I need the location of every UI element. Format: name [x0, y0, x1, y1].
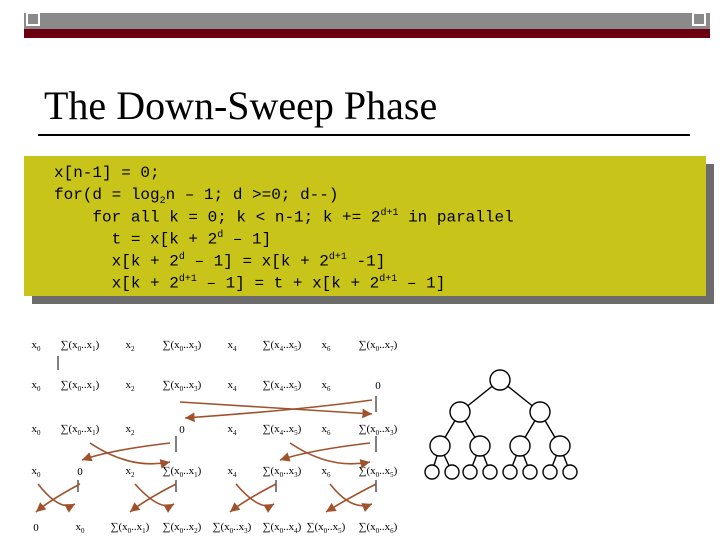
- table-cell: $\sum(x_4..x_5)$: [262, 338, 302, 354]
- table-cell: $x_6$: [321, 338, 331, 354]
- binary-tree-icon: [425, 370, 577, 479]
- code-line-4: $t = x[k + 2^d - 1]$: [54, 230, 272, 249]
- table-cell: $\sum(x_0..x_4)$: [262, 520, 302, 536]
- code-line-5: $x[k + 2^d - 1] = x[k + 2^{d+1}$ -1]: [54, 252, 386, 271]
- table-cell: $x_2$: [125, 378, 135, 394]
- table-cell: $x_0$: [75, 520, 85, 536]
- table-cell: $x_6$: [321, 378, 331, 394]
- table-cell: $\sum(x_0..x_1)$: [60, 378, 100, 394]
- table-cell: $x_4$: [227, 338, 237, 354]
- table-cell: $x_0$: [31, 464, 41, 480]
- arrow-r1-add: [185, 400, 372, 418]
- table-cell: $x_2$: [125, 464, 135, 480]
- table-cell: 0: [77, 466, 83, 478]
- table-cell: $x_2$: [125, 338, 135, 354]
- table-cell: $\sum(x_0..x_2)$: [162, 520, 202, 536]
- table-cell: $\sum(x_4..x_5)$: [262, 378, 302, 394]
- table-cell: $\sum(x_0..x_1)$: [110, 520, 150, 536]
- table-cell: $\sum(x_0..x_3)$: [162, 338, 202, 354]
- table-cell: $\sum(x_0..x_1)$: [60, 422, 100, 438]
- table-cell: $x_2$: [125, 422, 135, 438]
- table-cell: $x_0$: [31, 422, 41, 438]
- table-cell: $\sum(x_0..x_6)$: [358, 520, 398, 536]
- arrow-r3-c2: [230, 484, 276, 512]
- code-line-1: x[n-1] = 0;: [54, 164, 160, 182]
- slide-title: The Down-Sweep Phase: [44, 83, 438, 128]
- table-cell: 0: [33, 522, 39, 534]
- table-cell: $x_0$: [31, 338, 41, 354]
- table-cell: 0: [375, 380, 381, 392]
- table-cell: $\sum(x_0..x_3)$: [212, 520, 252, 536]
- code-line-6: $x[k + 2^{d+1} - 1] = t + x[k + 2^{d+1} - 1]$: [54, 274, 446, 293]
- arrow-r3-a1: [38, 484, 75, 506]
- table-cell: $\sum(x_4..x_5)$: [262, 422, 302, 438]
- table-cell: $x_4$: [227, 378, 237, 394]
- table-cell: $\sum(x_0..x_7)$: [358, 338, 398, 354]
- table-cell: $x_0$: [31, 378, 41, 394]
- table-cell: $x_6$: [321, 464, 331, 480]
- table-cell: $\sum(x_0..x_3)$: [262, 464, 302, 480]
- table-cell: 0: [179, 424, 185, 436]
- table-cell: $\sum(x_0..x_1)$: [60, 338, 100, 354]
- table-cell: $x_4$: [227, 464, 237, 480]
- arrow-r3-d1: [330, 484, 372, 506]
- code-line-2: $for(d = \log_2n - 1$; d >=0; d--): [54, 186, 339, 208]
- table-cell: $x_4$: [227, 422, 237, 438]
- table-cell: $\sum(x_0..x_3)$: [358, 422, 398, 438]
- table-cell: $\sum(x_0..x_3)$: [162, 378, 202, 394]
- code-line-3: for all k = 0; k < n-1; $k += 2^{d+1}$ in parallel: [54, 208, 514, 227]
- table-cell: $\sum(x_0..x_1)$: [162, 464, 202, 480]
- table-grid-lines: [58, 356, 376, 492]
- table-cell: $x_6$: [321, 422, 331, 438]
- downsweep-arrows: [36, 400, 376, 512]
- table-cell: $\sum(x_0..x_5)$: [358, 464, 398, 480]
- arrow-r3-a2: [36, 484, 80, 512]
- arrow-r3-b2: [130, 484, 176, 512]
- table-cell: $\sum(x_0..x_5)$: [306, 520, 346, 536]
